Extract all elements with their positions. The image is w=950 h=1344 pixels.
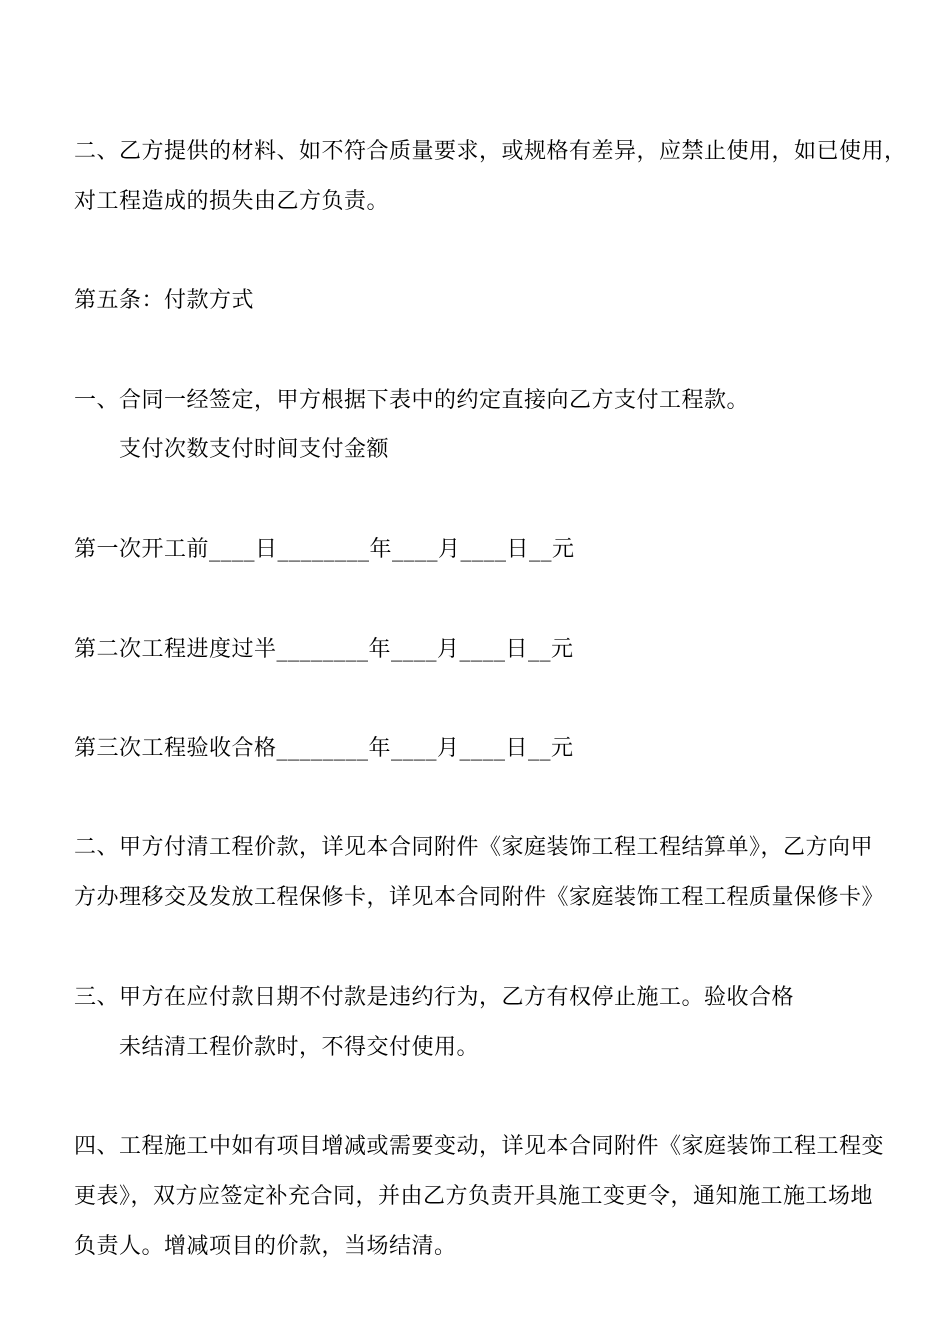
payment-row-1: 第一次开工前____日________年____月____日__元 xyxy=(74,537,575,562)
article-5-heading: 第五条：付款方式 xyxy=(74,288,255,313)
payment-row-3: 第三次工程验收合格________年____月____日__元 xyxy=(74,736,574,761)
payment-clause-3-line-2: 未结清工程价款时，不得交付使用。 xyxy=(119,1035,480,1060)
payment-clause-3-line-1: 三、甲方在应付款日期不付款是违约行为，乙方有权停止施工。验收合格 xyxy=(74,985,795,1010)
payment-clause-4-line-2: 更表》，双方应签定补充合同，并由乙方负责开具施工变更令，通知施工施工场地 xyxy=(74,1184,874,1209)
clause-materials-line-1: 二、乙方提供的材料、如不符合质量要求，或规格有差异，应禁止使用，如已使用， xyxy=(74,139,907,164)
payment-clause-4-line-3: 负责人。增减项目的价款，当场结清。 xyxy=(74,1234,457,1259)
clause-materials-line-2: 对工程造成的损失由乙方负责。 xyxy=(74,189,390,214)
payment-clause-4-line-1: 四、工程施工中如有项目增减或需要变动，详见本合同附件《家庭装饰工程工程变 xyxy=(74,1134,885,1159)
payment-row-2: 第二次工程进度过半________年____月____日__元 xyxy=(74,637,574,662)
payment-clause-2-line-2: 方办理移交及发放工程保修卡，详见本合同附件《家庭装饰工程工程质量保修卡》 xyxy=(74,885,885,910)
payment-clause-2-line-1: 二、甲方付清工程价款，详见本合同附件《家庭装饰工程工程结算单》，乙方向甲 xyxy=(74,835,874,860)
payment-clause-1-text: 一、合同一经签定，甲方根据下表中的约定直接向乙方支付工程款。 xyxy=(74,388,750,413)
payment-table-header: 支付次数支付时间支付金额 xyxy=(119,437,390,462)
